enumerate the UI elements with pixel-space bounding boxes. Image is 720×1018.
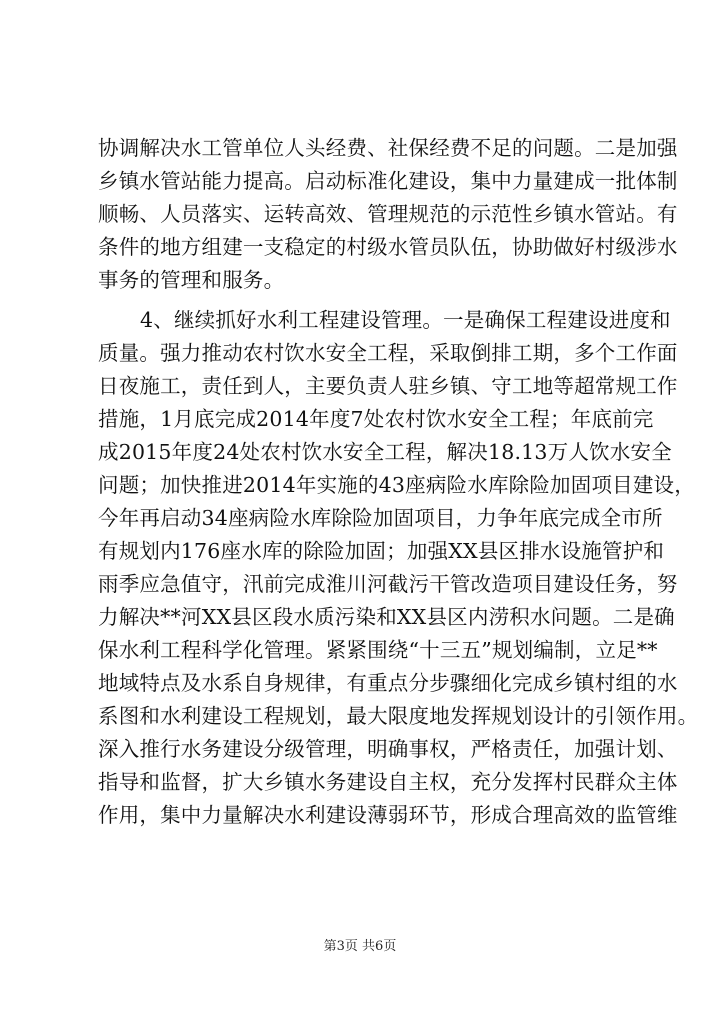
text-line-18: 系图和水利建设工程规划，最大限度地发挥规划设计的引领作用。 (98, 704, 699, 728)
text-line-12: 今年再启动34座病险水库除险加固项目，力争年底完成全市所 (98, 506, 663, 530)
text-line-14: 雨季应急值守，汛前完成淮川河截污干管改造项目建设任务，努 (98, 572, 678, 596)
text-line-7: 质量。强力推动农村饮水安全工程，采取倒排工期，多个工作面 (98, 341, 678, 365)
text-line-2: 乡镇水管站能力提高。启动标准化建设，集中力量建成一批体制 (98, 169, 678, 193)
text-line-4: 条件的地方组建一支稳定的村级水管员队伍，协助做好村级涉水 (98, 235, 678, 259)
text-line-3: 顺畅、人员落实、运转高效、管理规范的示范性乡镇水管站。有 (98, 202, 678, 226)
page-number-footer: 第3页 共6页 (323, 939, 397, 954)
text-line-13: 有规划内176座水库的除险加固；加强XX县区排水设施管护和 (98, 539, 665, 563)
text-line-15: 力解决**河XX县区段水质污染和XX县区内涝积水问题。二是确 (98, 605, 675, 629)
text-line-20: 指导和监督，扩大乡镇水务建设自主权，充分发挥村民群众主体 (98, 770, 678, 794)
text-line-6: 4、继续抓好水利工程建设管理。一是确保工程建设进度和 (140, 308, 671, 332)
text-line-5: 事务的管理和服务。 (98, 268, 285, 292)
text-line-10: 成2015年度24处农村饮水安全工程，解决18.13万人饮水安全 (98, 440, 672, 464)
text-line-16: 保水利工程科学化管理。紧紧围绕“十三五”规划编制，立足** (98, 638, 658, 662)
text-line-9: 措施，1月底完成2014年度7处农村饮水安全工程；年底前完 (98, 407, 654, 431)
text-line-19: 深入推行水务建设分级管理，明确事权，严格责任，加强计划、 (98, 737, 678, 761)
text-line-1: 协调解决水工管单位人头经费、社保经费不足的问题。二是加强 (98, 136, 678, 160)
text-line-21: 作用，集中力量解决水利建设薄弱环节，形成合理高效的监管维 (98, 803, 678, 827)
text-line-11: 问题；加快推进2014年实施的43座病险水库除险加固项目建设， (98, 473, 695, 497)
text-line-8: 日夜施工，责任到人，主要负责人驻乡镇、守工地等超常规工作 (98, 374, 678, 398)
text-line-17: 地域特点及水系自身规律，有重点分步骤细化完成乡镇村组的水 (98, 671, 678, 695)
